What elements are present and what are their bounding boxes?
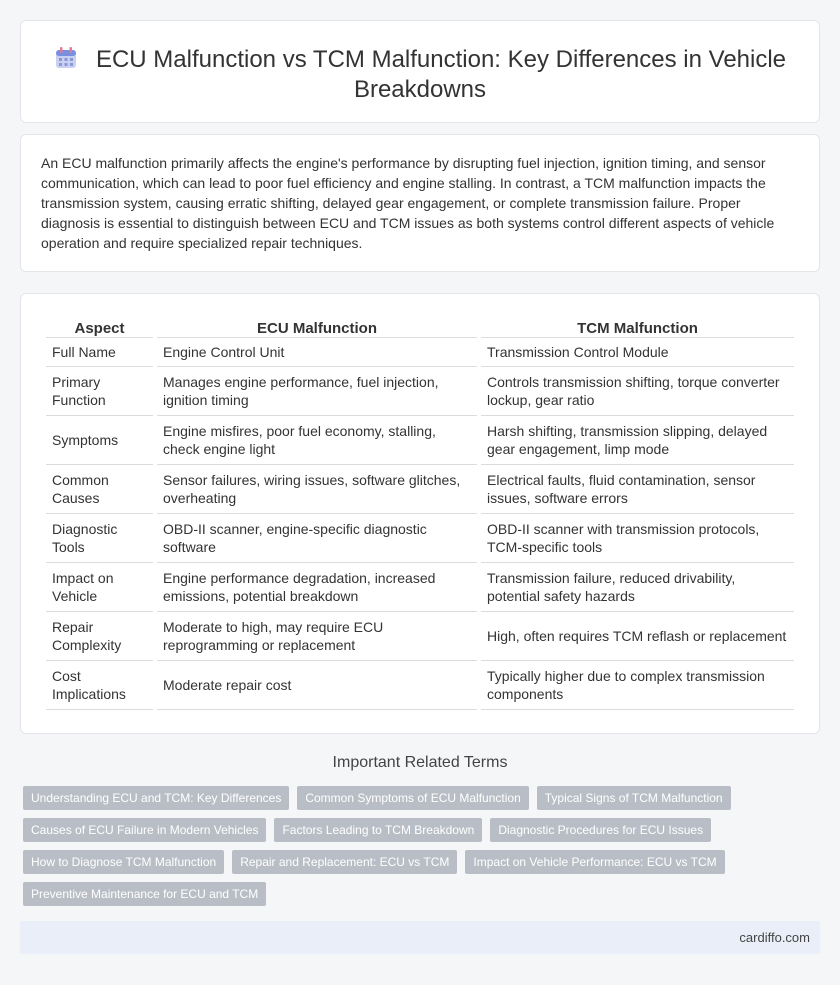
table-row [46, 465, 794, 514]
intro-card [20, 134, 820, 272]
tcm-cell: Transmission failure, reduced drivability, potential safety hazards [481, 563, 794, 612]
related-term-tag[interactable]: Impact on Vehicle Performance: ECU vs TCM [465, 850, 724, 874]
table-row [46, 514, 794, 563]
table-row [46, 661, 794, 710]
aspect-cell: Cost Implications [46, 661, 153, 710]
tcm-cell: High, often requires TCM reflash or replacement [481, 612, 794, 661]
ecu-cell: Moderate to high, may require ECU reprogramming or replacement [157, 612, 477, 661]
table-row [46, 563, 794, 612]
tcm-cell: OBD-II scanner with transmission protocols, TCM-specific tools [481, 514, 794, 563]
table-row [46, 416, 794, 465]
ecu-cell: Engine misfires, poor fuel economy, stalling, check engine light [157, 416, 477, 465]
footer-site-link[interactable]: cardiffo.com [739, 930, 810, 945]
related-term-tag[interactable]: Repair and Replacement: ECU vs TCM [232, 850, 457, 874]
related-terms-title: Important Related Terms [332, 754, 508, 771]
footer [20, 921, 820, 954]
related-term-tag[interactable]: Common Symptoms of ECU Malfunction [297, 786, 528, 810]
tcm-cell: Typically higher due to complex transmission components [481, 661, 794, 710]
tcm-cell: Transmission Control Module [481, 338, 794, 367]
aspect-cell: Impact on Vehicle [46, 563, 153, 612]
comparison-card [20, 293, 820, 734]
related-terms-list [23, 786, 813, 906]
header-tcm: TCM Malfunction [481, 314, 794, 338]
related-term-tag[interactable]: Typical Signs of TCM Malfunction [537, 786, 731, 810]
aspect-cell: Primary Function [46, 367, 153, 416]
ecu-cell: OBD-II scanner, engine-specific diagnostic software [157, 514, 477, 563]
aspect-cell: Symptoms [46, 416, 153, 465]
related-term-tag[interactable]: Understanding ECU and TCM: Key Differences [23, 786, 289, 810]
aspect-cell: Full Name [46, 338, 153, 367]
intro-paragraph: An ECU malfunction primarily affects the engine's performance by disrupting fuel injection, ignition timing, and sensor communication, which can lead to poor fuel efficiency and engine stalling. In contrast, a TCM malfunction impacts the transmission system, causing erratic shifting, delayed gear engagement, or complete transmission failure. Proper diagnosis is essential to distinguish between ECU and TCM issues as both systems control different aspects of vehicle operation and require specialized repair techniques. [41, 155, 775, 251]
related-term-tag[interactable]: Preventive Maintenance for ECU and TCM [23, 882, 266, 906]
related-term-tag[interactable]: Diagnostic Procedures for ECU Issues [490, 818, 711, 842]
page-title-text: ECU Malfunction vs TCM Malfunction: Key Differences in Vehicle Breakdowns [95, 46, 787, 103]
comparison-table [42, 314, 798, 710]
related-term-tag[interactable]: Causes of ECU Failure in Modern Vehicles [23, 818, 266, 842]
page-title [51, 45, 789, 105]
related-term-tag[interactable]: How to Diagnose TCM Malfunction [23, 850, 224, 874]
aspect-cell: Diagnostic Tools [46, 514, 153, 563]
table-row [46, 367, 794, 416]
tcm-cell: Harsh shifting, transmission slipping, delayed gear engagement, limp mode [481, 416, 794, 465]
ecu-cell: Engine Control Unit [157, 338, 477, 367]
calendar-icon [54, 46, 78, 70]
aspect-cell: Common Causes [46, 465, 153, 514]
ecu-cell: Moderate repair cost [157, 661, 477, 710]
table-row [46, 338, 794, 367]
tcm-cell: Controls transmission shifting, torque converter lockup, gear ratio [481, 367, 794, 416]
tcm-cell: Electrical faults, fluid contamination, sensor issues, software errors [481, 465, 794, 514]
ecu-cell: Engine performance degradation, increased emissions, potential breakdown [157, 563, 477, 612]
header-card [20, 20, 820, 123]
ecu-cell: Manages engine performance, fuel injection, ignition timing [157, 367, 477, 416]
table-row [46, 612, 794, 661]
ecu-cell: Sensor failures, wiring issues, software glitches, overheating [157, 465, 477, 514]
header-aspect: Aspect [46, 314, 153, 338]
table-header-row [46, 314, 794, 338]
aspect-cell: Repair Complexity [46, 612, 153, 661]
related-term-tag[interactable]: Factors Leading to TCM Breakdown [274, 818, 482, 842]
header-ecu: ECU Malfunction [157, 314, 477, 338]
